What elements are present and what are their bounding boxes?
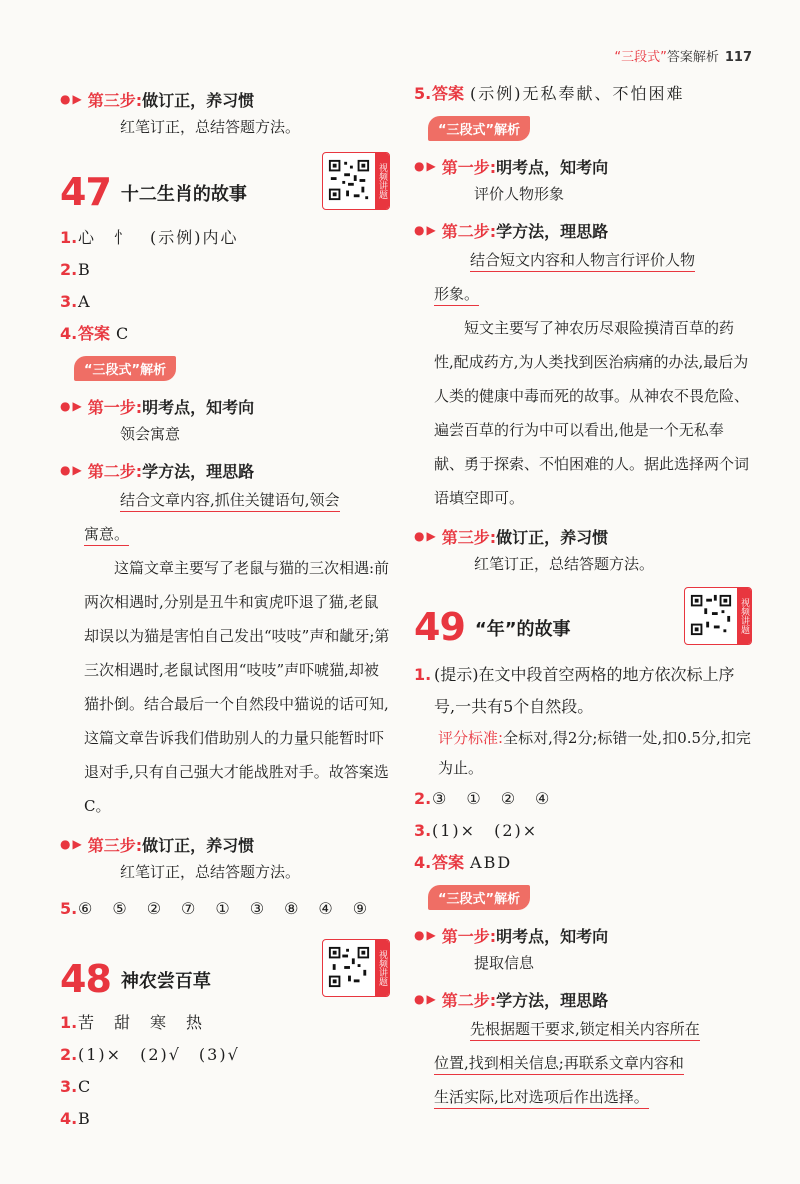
header-brand: “三段式” [614, 50, 667, 65]
qr-label: 视频讲题 [737, 588, 751, 644]
answer-number: 5. [60, 899, 78, 918]
step-arrow-icon: ▶ [426, 928, 436, 942]
lesson-47-heading [60, 152, 390, 214]
method-line [414, 243, 752, 277]
answer-2 [414, 783, 752, 815]
lesson-number: 48 [60, 957, 111, 1001]
left-column [60, 78, 390, 1135]
step-arrow-icon: ▶ [72, 837, 82, 851]
answer-number: 2. [60, 1045, 78, 1064]
note-text: 全标对,得2分;标错一处,扣0.5分,扣完为止。 [438, 729, 751, 777]
answer-2 [60, 254, 390, 286]
step-arrow-icon: ▶ [72, 399, 82, 413]
step1 [414, 922, 752, 948]
lesson-title: “年”的故事 [474, 619, 571, 640]
analysis-badge: “三段式”解析 [74, 356, 176, 381]
answer-4 [414, 847, 752, 879]
answer-4 [60, 318, 390, 350]
step-subtext: 提取信息 [474, 954, 535, 972]
lesson-48-heading [60, 939, 390, 1001]
answer-number: 5. [414, 84, 432, 103]
answer-5 [60, 893, 390, 925]
answer-text: 苦 甜 寒 热 [78, 1013, 205, 1032]
analysis-paragraph: 短文主要写了神农历尽艰险摸清百草的药性,配成药方,为人类找到医治病痛的办法,最后为人类的健康中毒而死的故事。从神农不畏危险、遍尝百草的行为中可以看出,他是一个无私奉献、勇于探索、不怕困难的人。据此选择两个词语填空即可。 [434, 319, 750, 507]
answer-label: 答案 [432, 853, 465, 872]
method-line [60, 483, 390, 517]
answer-4 [60, 1103, 390, 1135]
answer-text: ⑥ ⑤ ② ⑦ ① ③ ⑧ ④ ⑨ [78, 899, 370, 918]
step-dot-icon: ● [414, 529, 425, 543]
answer-number: 2. [60, 260, 78, 279]
answer-text: (1)× (2)× [432, 821, 539, 840]
answer-text: (1)× (2)√ (3)√ [78, 1045, 240, 1064]
video-qr-code[interactable] [322, 939, 390, 997]
step-label: 第三步: [441, 527, 497, 547]
answer-5 [414, 78, 752, 110]
step-dot-icon: ● [414, 159, 425, 173]
step3-top [60, 86, 390, 112]
step-subtext: 领会寓意 [120, 425, 181, 443]
step-subtext: 红笔订正，总结答题方法。 [120, 118, 301, 136]
step-dot-icon: ● [60, 463, 71, 477]
lesson-number: 47 [60, 170, 111, 214]
step-label: 第一步: [441, 157, 497, 177]
method-line [414, 1080, 752, 1114]
answer-number: 1. [60, 1013, 78, 1032]
step-dot-icon: ● [60, 92, 71, 106]
step-arrow-icon: ▶ [426, 223, 436, 237]
answer-number: 4. [414, 853, 432, 872]
answer-number: 1. [60, 228, 78, 247]
answer-2 [60, 1039, 390, 1071]
step-text: 学方法，理思路 [496, 221, 609, 241]
step-subtext: 红笔订正，总结答题方法。 [474, 555, 655, 573]
answer-number: 2. [414, 789, 432, 808]
qr-code-icon [689, 592, 733, 638]
analysis-paragraph: 这篇文章主要写了老鼠与猫的三次相遇:前两次相遇时,分别是丑牛和寅虎吓退了猫,老鼠却误以为猫是害怕自己发出“吱吱”声和龇牙;第三次相遇时,老鼠试图用“吱吱”声吓唬猫,却被猫扑倒。结合最后一个自然段中猫说的话可知,这篇文章告诉我们借助别人的力量只能暂时吓退对手,只有自己强大才能战胜对手。故答案选C。 [84, 559, 390, 815]
step-dot-icon: ● [414, 992, 425, 1006]
answer-3 [60, 286, 390, 318]
method-line [60, 517, 390, 551]
answer-label: 答案 [78, 324, 111, 343]
step-text: 学方法，理思路 [142, 461, 255, 481]
answer-text: (示例)无私奉献、不怕困难 [470, 84, 685, 103]
answer-text: ABD [470, 853, 513, 872]
answer-label: 答案 [432, 84, 465, 103]
step-label: 第二步: [87, 461, 143, 481]
answer-3 [414, 815, 752, 847]
qr-code-icon [327, 944, 371, 990]
right-column [414, 78, 752, 1114]
page-header [614, 46, 752, 65]
step-label: 第三步: [87, 90, 143, 110]
qr-label: 视频讲题 [375, 940, 389, 996]
method-text: 结合文章内容,抓住关键语句,领会 [120, 491, 340, 512]
step-label: 第一步: [441, 926, 497, 946]
answer-text: 心 忄 (示例)内心 [78, 228, 239, 247]
qr-label: 视频讲题 [375, 153, 389, 209]
step-arrow-icon: ▶ [72, 92, 82, 106]
method-text: 位置,找到相关信息;再联系文章内容和 [434, 1054, 684, 1075]
method-line [414, 1046, 752, 1080]
method-text: 先根据题干要求,锁定相关内容所在 [470, 1020, 700, 1041]
answer-text: C [116, 324, 131, 343]
method-text: 生活实际,比对选项后作出选择。 [434, 1088, 649, 1109]
lesson-title: 十二生肖的故事 [120, 184, 247, 205]
step-arrow-icon: ▶ [426, 159, 436, 173]
step-arrow-icon: ▶ [426, 992, 436, 1006]
answer-number: 1. [414, 665, 432, 684]
step-text: 做订正，养习惯 [496, 527, 609, 547]
step-dot-icon: ● [414, 928, 425, 942]
answer-number: 4. [60, 324, 78, 343]
step-subtext: 红笔订正，总结答题方法。 [120, 863, 301, 881]
method-text: 结合短文内容和人物言行评价人物 [470, 251, 695, 272]
step-text: 明考点，知考向 [142, 397, 255, 417]
step-subtext: 评价人物形象 [474, 185, 565, 203]
method-text: 形象。 [434, 285, 479, 306]
qr-code-icon [327, 157, 371, 203]
lesson-number: 49 [414, 605, 465, 649]
video-qr-code[interactable] [684, 587, 752, 645]
step-text: 做订正，养习惯 [142, 90, 255, 110]
step-dot-icon: ● [60, 399, 71, 413]
step3 [60, 831, 390, 857]
step-label: 第三步: [87, 835, 143, 855]
step-text: 学方法，理思路 [496, 990, 609, 1010]
lesson-49-heading [414, 587, 752, 649]
step3 [414, 523, 752, 549]
step-label: 第二步: [441, 990, 497, 1010]
answer-text: B [78, 260, 92, 279]
analysis-badge: “三段式”解析 [428, 116, 530, 141]
step2 [414, 217, 752, 243]
answer-3 [60, 1071, 390, 1103]
step-dot-icon: ● [414, 223, 425, 237]
step1 [60, 393, 390, 419]
method-text: 寓意。 [84, 525, 129, 546]
scoring-note [414, 723, 752, 783]
step-text: 明考点，知考向 [496, 926, 609, 946]
step1 [414, 153, 752, 179]
step-text: 明考点，知考向 [496, 157, 609, 177]
step-text: 做订正，养习惯 [142, 835, 255, 855]
step-label: 第二步: [441, 221, 497, 241]
step-arrow-icon: ▶ [426, 529, 436, 543]
step-arrow-icon: ▶ [72, 463, 82, 477]
answer-text: A [78, 292, 92, 311]
step2 [60, 457, 390, 483]
answer-1 [60, 1007, 390, 1039]
answer-number: 4. [60, 1109, 78, 1128]
lesson-title: 神农尝百草 [120, 971, 211, 992]
method-line [414, 1012, 752, 1046]
analysis-badge: “三段式”解析 [428, 885, 530, 910]
answer-number: 3. [414, 821, 432, 840]
step2 [414, 986, 752, 1012]
step-dot-icon: ● [60, 837, 71, 851]
answer-text: ③ ① ② ④ [432, 789, 552, 808]
answer-number: 3. [60, 1077, 78, 1096]
answer-number: 3. [60, 292, 78, 311]
video-qr-code[interactable] [322, 152, 390, 210]
answer-1-text: (提示)在文中段首空两格的地方依次标上序号,一共有5个自然段。 [434, 665, 735, 716]
step-label: 第一步: [87, 397, 143, 417]
answer-text: B [78, 1109, 92, 1128]
header-title: 答案解析 [666, 50, 719, 65]
answer-1 [60, 222, 390, 254]
page-number: 117 [724, 50, 752, 65]
note-label: 评分标准: [438, 729, 504, 747]
answer-text: C [78, 1077, 93, 1096]
method-line [414, 277, 752, 311]
